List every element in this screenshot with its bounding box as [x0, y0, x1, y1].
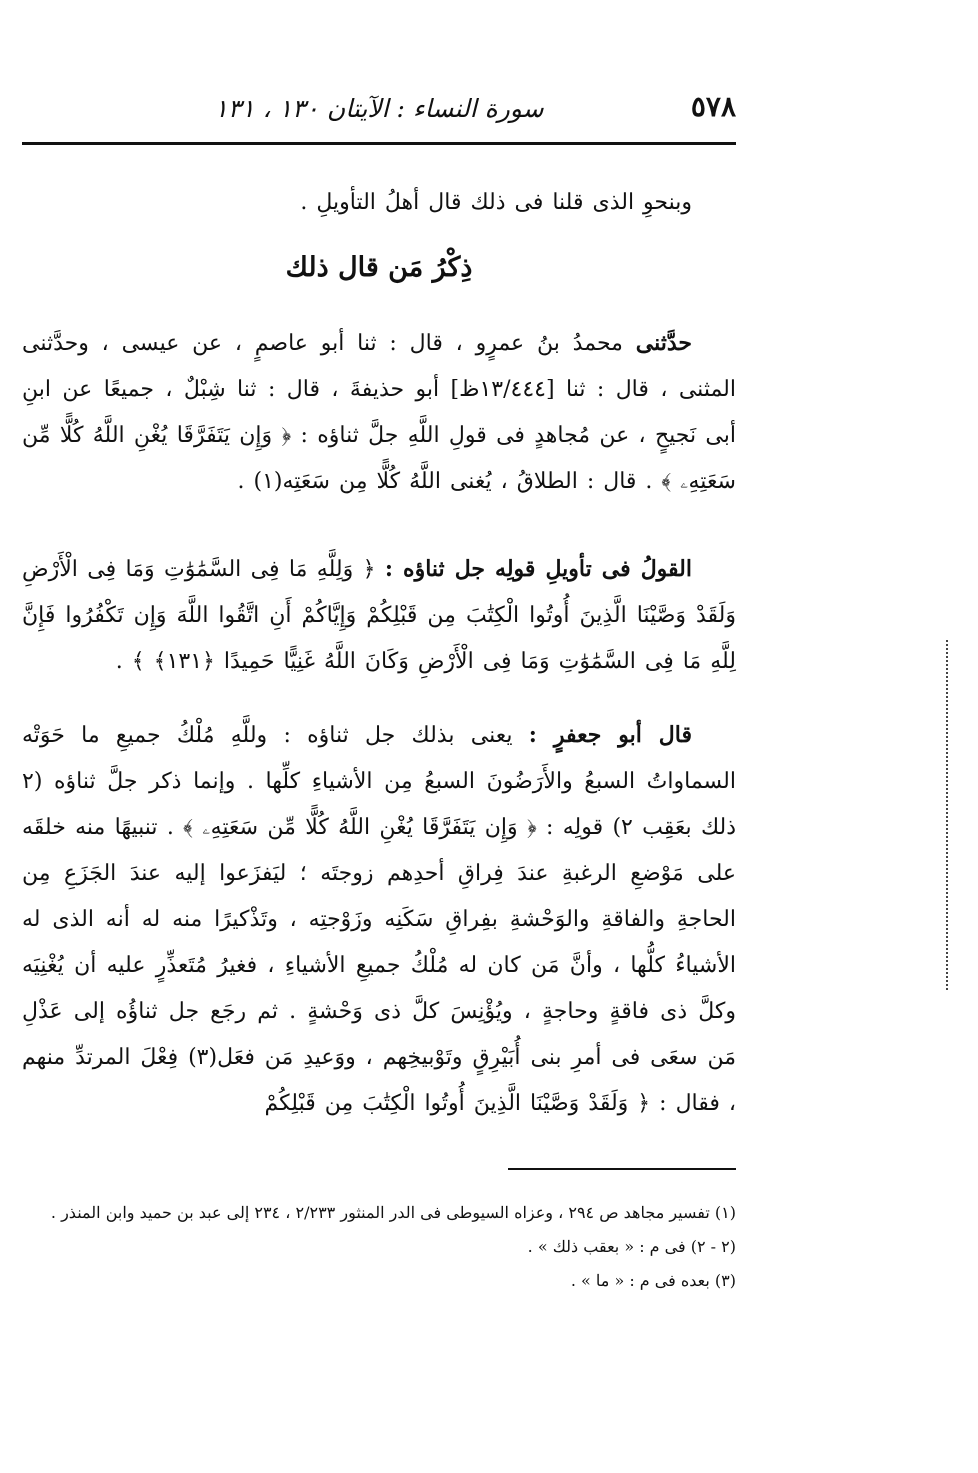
footnote-2: (٢ - ٢) فى م : « بعقب ذلك » .	[527, 1237, 736, 1256]
paragraph-intro-text: وبنحوِ الذى قلنا فى ذلك قال أهلُ التأويلِ .	[300, 190, 692, 215]
paragraph-commentary	[22, 712, 736, 1127]
footnotes	[22, 1198, 736, 1300]
section-heading: ذِكْرُ مَن قال ذلك	[285, 252, 473, 283]
paragraph-commentary-text: يعنى بذلك جل ثناؤه : وللَّهِ مُلْكُ جميعِ ما حَوَتْه السماواتُ السبعُ والأَرَضُونَ السبعُ مِن الأشياءِ كلِّها . وإنما ذكر جلَّ ثناؤه (٢ ذلك بعَقِب ٢) قولِه : ﴿ وَإِن يَتَفَرَّقَا يُغْنِ اللَّهُ كُلًّا مِّن سَعَتِهِۦ ﴾ . تنبيهًا منه خلقَه على مَوْضعِ الرغبةِ عندَ فِراقِ أحدِهم زوجتَه ؛ ليَفزَعوا إليه عندَ الجَزَعِ مِن الحاجةِ والفاقةِ والوَحْشةِ بفِراقِ سَكَنِه وزَوْجتِه ، وتَذْكيرًا منه له أنه الذى له الأشياءُ كلُّها ، وأنَّ مَن كان له مُلْكُ جميعِ الأشياءِ ، فغيرُ مُتَعذِّرٍ عليه أن يُغْنِيَه وكلَّ ذى فاقةٍ وحاجةٍ ، ويُؤْنِسَ كلَّ ذى وَحْشةٍ . ثم رجَع جل ثناؤُه إلى عَذْلِ مَن سعَى فى أمرِ بنى أُبَيْرِقٍ وتَوْبيخِهم ، ووَعيدِ مَن فعَل(٣) فِعْلَ المرتدِّ منهم ، فقال : ﴿ وَلَقَدْ وَصَّيْنَا الَّذِينَ أُوتُوا الْكِتَٰبَ مِن قَبْلِكُمْ	[22, 723, 737, 1116]
paragraph-verse-text: ﴿ وَلِلَّهِ مَا فِى السَّمَٰوَٰتِ وَمَا فِى الْأَرْضِ وَلَقَدْ وَصَّيْنَا الَّذِينَ أُوتُوا الْكِتَٰبَ مِن قَبْلِكُمْ وَإِيَّاكُمْ أَنِ اتَّقُوا اللَّهَ وَإِن تَكْفُرُوا فَإِنَّ لِلَّهِ مَا فِى السَّمَٰوَٰتِ وَمَا فِى الْأَرْضِ وَكَانَ اللَّهُ غَنِيًّا حَمِيدًا ﴿١٣١﴾ ﴾ .	[22, 557, 736, 674]
paragraph-commentary-lead: قال أبو جعفرٍ :	[528, 722, 692, 748]
paragraph-verse	[22, 546, 736, 685]
header-rule	[22, 142, 736, 145]
paragraph-verse-lead: القولُ فى تأويلِ قولِه جل ثناؤه :	[384, 556, 692, 582]
paragraph-hadith-lead: حدَّثنى	[635, 330, 692, 356]
page-number: ٥٧٨	[690, 90, 736, 123]
running-head: سورة النساء : الآيتان ١٣٠ ، ١٣١	[214, 94, 544, 123]
footnote-1: (١) تفسير مجاهد ص ٢٩٤ ، وعزاه السيوطى فى الدر المنثور ٢/٢٣٣ ، ٢٣٤ إلى عبد بن حميد وابن المنذر .	[50, 1203, 736, 1222]
paragraph-intro	[22, 180, 736, 226]
footnote-3: (٣) بعده فى م : « ما » .	[570, 1271, 736, 1290]
paragraph-hadith-text: محمدُ بنُ عمرٍو ، قال : ثنا أبو عاصمٍ ، عن عيسى ، وحدَّثنى المثنى ، قال : ثنا [١٣/٤٤٤ظ] أبو حذيفةَ ، قال : ثنا شِبْلٌ ، جميعًا عن ابنِ أبى نَجيحٍ ، عن مُجاهدٍ فى قولِ اللَّهِ جلَّ ثناؤه : ﴿ وَإِن يَتَفَرَّقَا يُغْنِ اللَّهُ كُلًّا مِّن سَعَتِهِۦ ﴾ . قال : الطلاقُ ، يُغنى اللَّهُ كُلًّا مِن سَعَتِه(١) .	[22, 331, 736, 494]
footnote-rule	[508, 1168, 736, 1170]
binding-edge-marks	[938, 640, 948, 990]
paragraph-hadith	[22, 320, 736, 505]
page-header	[22, 82, 736, 134]
